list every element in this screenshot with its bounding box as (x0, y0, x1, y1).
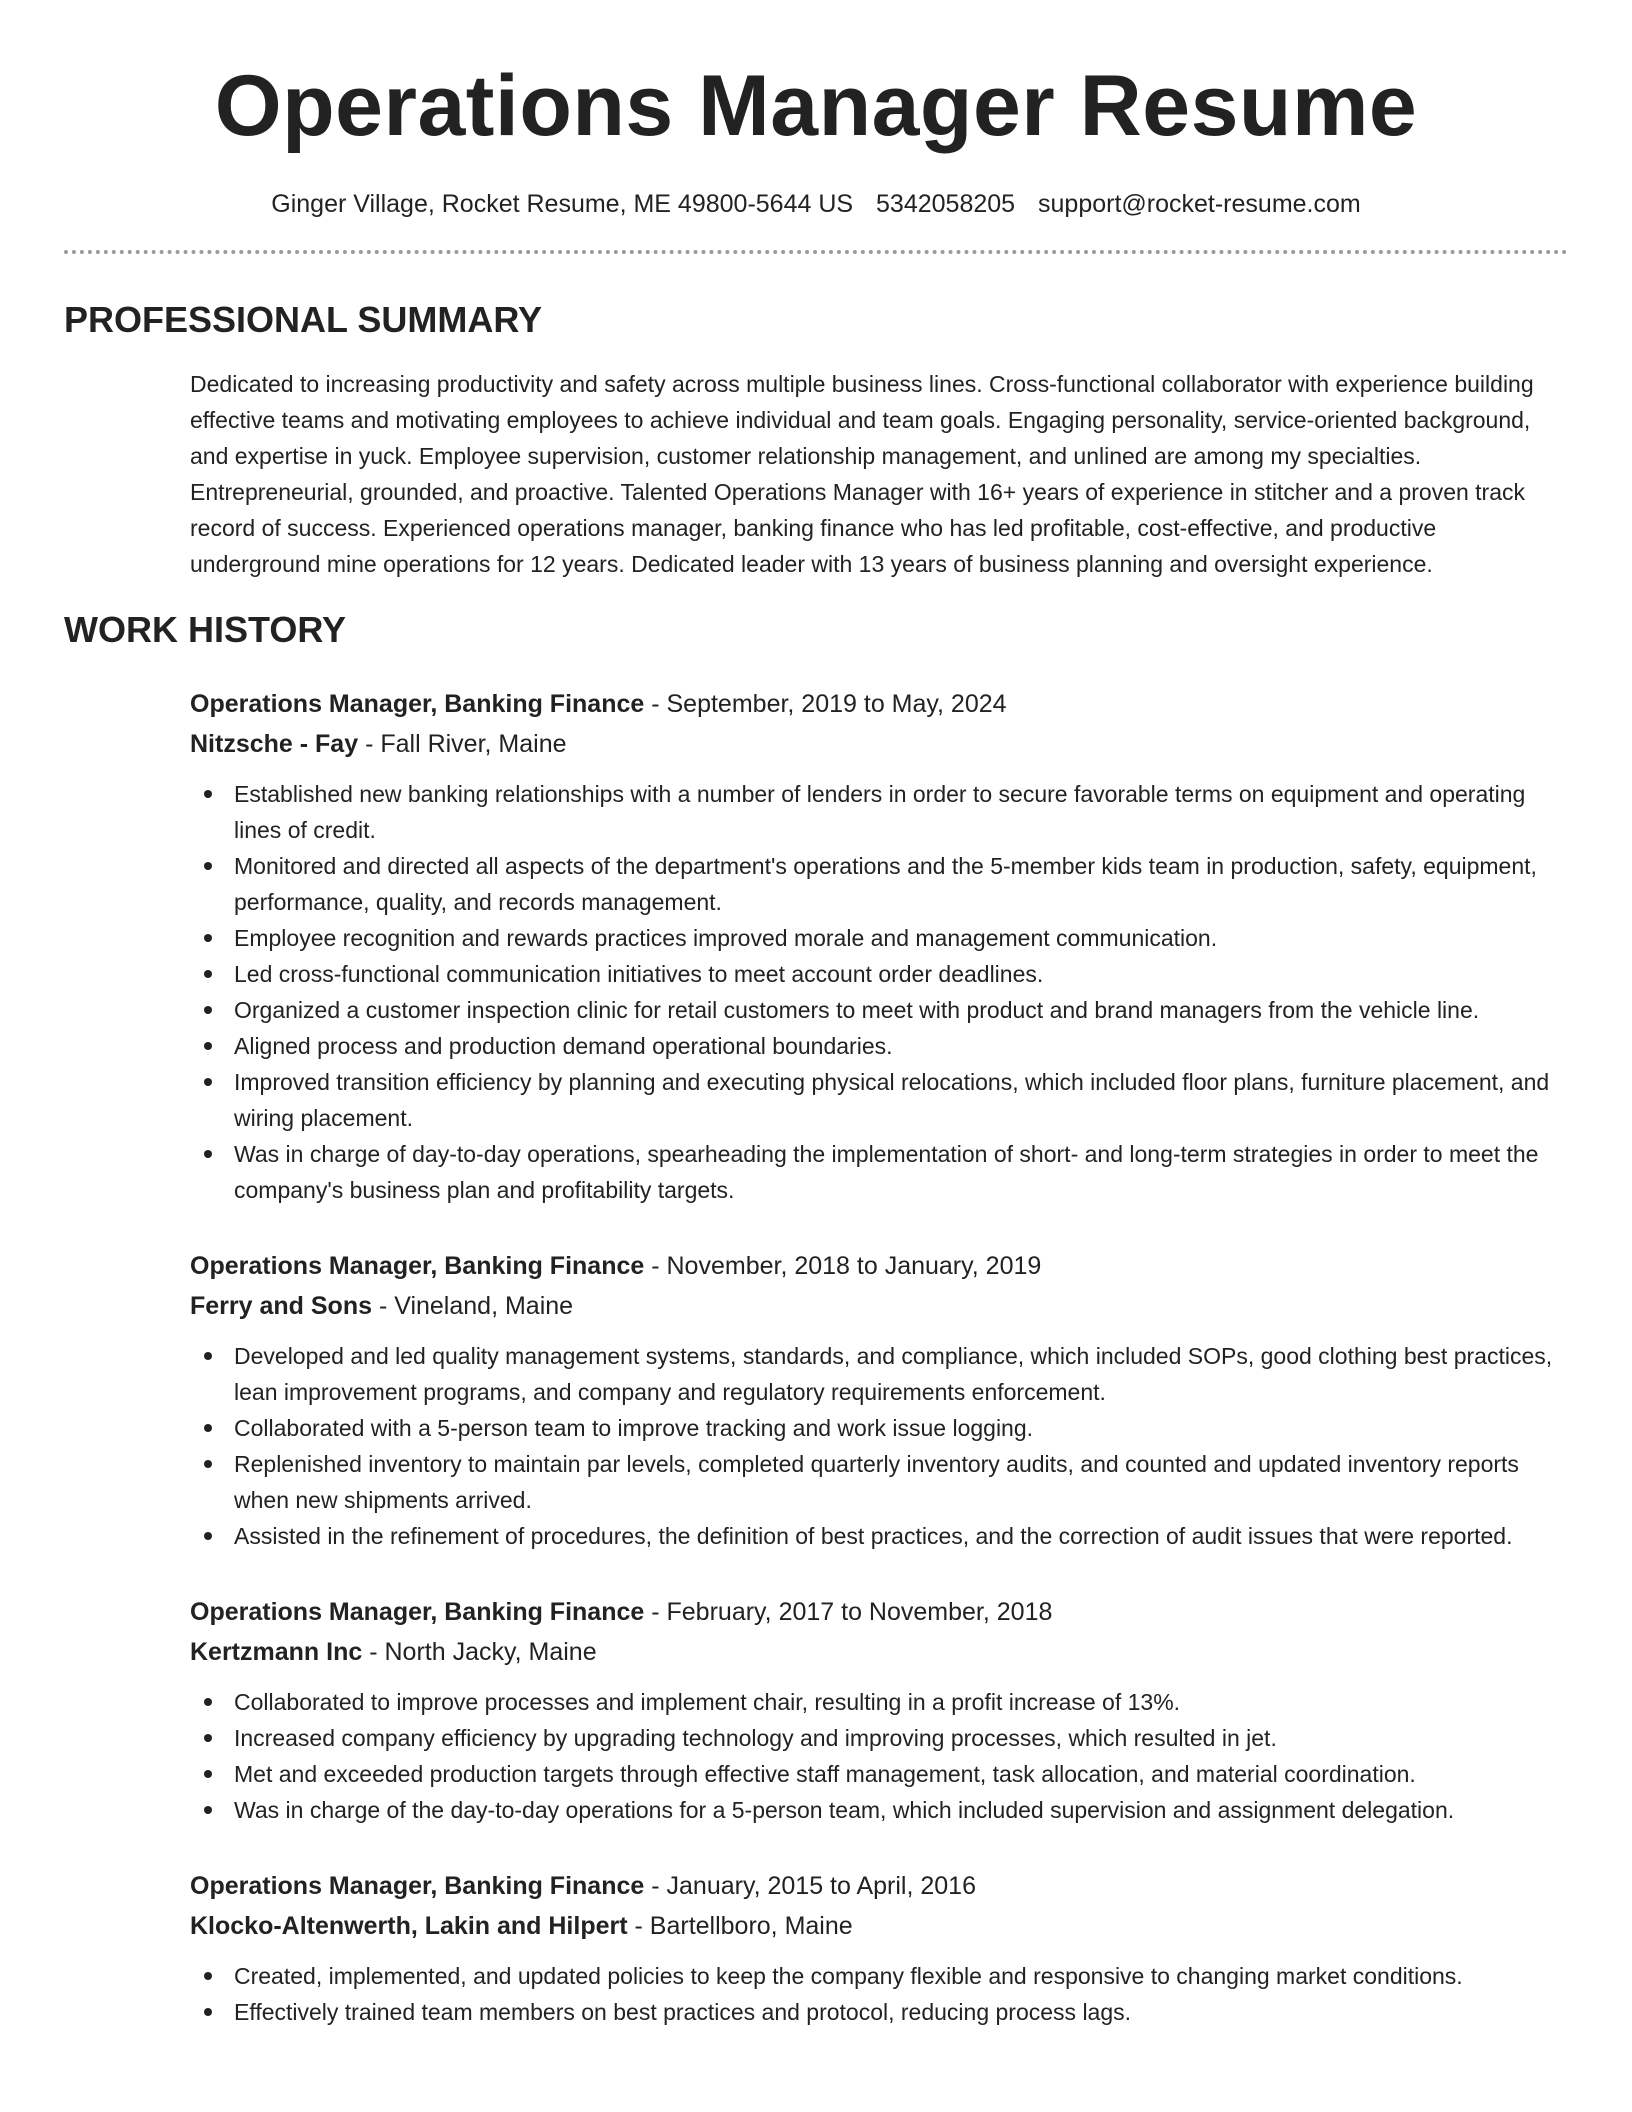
job-dates: - September, 2019 to May, 2024 (651, 690, 1007, 718)
job-entry (190, 1246, 1568, 1554)
job-company-line (190, 1906, 1568, 1946)
list-item: Developed and led quality management systems, standards, and compliance, which included SOPs, good clothing best practices, lean improvement programs, and company and regulatory requirements enforcement. (190, 1338, 1558, 1410)
list-item: Established new banking relationships with a number of lenders in order to secure favorable terms on equipment and operating lines of credit. (190, 776, 1558, 848)
job-company-line (190, 1632, 1568, 1672)
job-title: Operations Manager, Banking Finance (190, 1872, 645, 1900)
contact-email: support@rocket-resume.com (1038, 190, 1361, 218)
list-item: Collaborated to improve processes and implement chair, resulting in a profit increase of 13%. (190, 1684, 1558, 1720)
job-bullets (190, 1684, 1558, 1828)
job-bullets (190, 1338, 1558, 1554)
list-item: Effectively trained team members on best practices and protocol, reducing process lags. (190, 1994, 1558, 2030)
contact-phone: 5342058205 (876, 190, 1016, 218)
job-list (190, 684, 1568, 2030)
job-title: Operations Manager, Banking Finance (190, 690, 645, 718)
job-location: - Vineland, Maine (378, 1292, 574, 1320)
work-history-heading: WORK HISTORY (64, 609, 347, 650)
list-item: Employee recognition and rewards practices improved morale and management communication. (190, 920, 1558, 956)
job-title: Operations Manager, Banking Finance (190, 1598, 645, 1626)
job-bullets (190, 1958, 1558, 2030)
list-item: Improved transition efficiency by planning and executing physical relocations, which included floor plans, furniture placement, and wiring placement. (190, 1064, 1558, 1136)
job-dates: - February, 2017 to November, 2018 (651, 1598, 1053, 1626)
job-entry (190, 684, 1568, 1208)
list-item: Created, implemented, and updated policies to keep the company flexible and responsive to changing market conditions. (190, 1958, 1558, 1994)
list-item: Led cross-functional communication initiatives to meet account order deadlines. (190, 956, 1558, 992)
job-title-line (190, 1866, 1568, 1906)
job-location: - Bartellboro, Maine (634, 1912, 853, 1940)
job-company: Kertzmann Inc (190, 1638, 363, 1666)
list-item: Met and exceeded production targets through effective staff management, task allocation, and material coordination. (190, 1756, 1558, 1792)
resume-header (64, 0, 1568, 254)
page-title: Operations Manager Resume (214, 58, 1418, 154)
job-company: Ferry and Sons (190, 1292, 372, 1320)
list-item: Was in charge of day-to-day operations, spearheading the implementation of short- and long-term strategies in order to meet the company's business plan and profitability targets. (190, 1136, 1558, 1208)
job-dates: - November, 2018 to January, 2019 (651, 1252, 1042, 1280)
list-item: Collaborated with a 5-person team to improve tracking and work issue logging. (190, 1410, 1558, 1446)
list-item: Organized a customer inspection clinic for retail customers to meet with product and brand managers from the vehicle line. (190, 992, 1558, 1028)
job-title-line (190, 1592, 1568, 1632)
job-title-line (190, 684, 1568, 724)
job-dates: - January, 2015 to April, 2016 (651, 1872, 976, 1900)
job-company: Nitzsche - Fay (190, 730, 359, 758)
list-item: Monitored and directed all aspects of the department's operations and the 5-member kids team in production, safety, equipment, performance, quality, and records management. (190, 848, 1558, 920)
job-entry (190, 1592, 1568, 1828)
list-item: Was in charge of the day-to-day operations for a 5-person team, which included supervision and assignment delegation. (190, 1792, 1558, 1828)
job-location: - North Jacky, Maine (369, 1638, 597, 1666)
job-company-line (190, 1286, 1568, 1326)
work-history-section (64, 608, 1568, 2030)
contact-address: Ginger Village, Rocket Resume, ME 49800-5644 US (271, 190, 854, 218)
list-item: Replenished inventory to maintain par levels, completed quarterly inventory audits, and counted and updated inventory reports when new shipments arrived. (190, 1446, 1558, 1518)
list-item: Assisted in the refinement of procedures, the definition of best practices, and the correction of audit issues that were reported. (190, 1518, 1558, 1554)
job-entry (190, 1866, 1568, 2030)
job-company-line (190, 724, 1568, 764)
job-title-line (190, 1246, 1568, 1286)
job-title: Operations Manager, Banking Finance (190, 1252, 645, 1280)
job-location: - Fall River, Maine (365, 730, 567, 758)
job-company: Klocko-Altenwerth, Lakin and Hilpert (190, 1912, 628, 1940)
header-divider (64, 250, 1568, 254)
job-bullets (190, 776, 1558, 1208)
summary-heading: PROFESSIONAL SUMMARY (64, 299, 543, 340)
contact-line (64, 188, 1568, 220)
list-item: Aligned process and production demand operational boundaries. (190, 1028, 1558, 1064)
summary-section (64, 298, 1568, 582)
summary-text: Dedicated to increasing productivity and safety across multiple business lines. Cross-functional collaborator with experience building effective teams and motivating employees to achieve individual and team goals. Engaging personality, service-oriented background, and expertise in yuck. Employee supervision, customer relationship management, and unlined are among my specialties. Entrepreneurial, grounded, and proactive. Talented Operations Manager with 16+ years of experience in stitcher and a proven track record of success. Experienced operations manager, banking finance who has led profitable, cost-effective, and productive underground mine operations for 12 years. Dedicated leader with 13 years of business planning and oversight experience. (190, 371, 1534, 577)
list-item: Increased company efficiency by upgrading technology and improving processes, which resulted in jet. (190, 1720, 1558, 1756)
